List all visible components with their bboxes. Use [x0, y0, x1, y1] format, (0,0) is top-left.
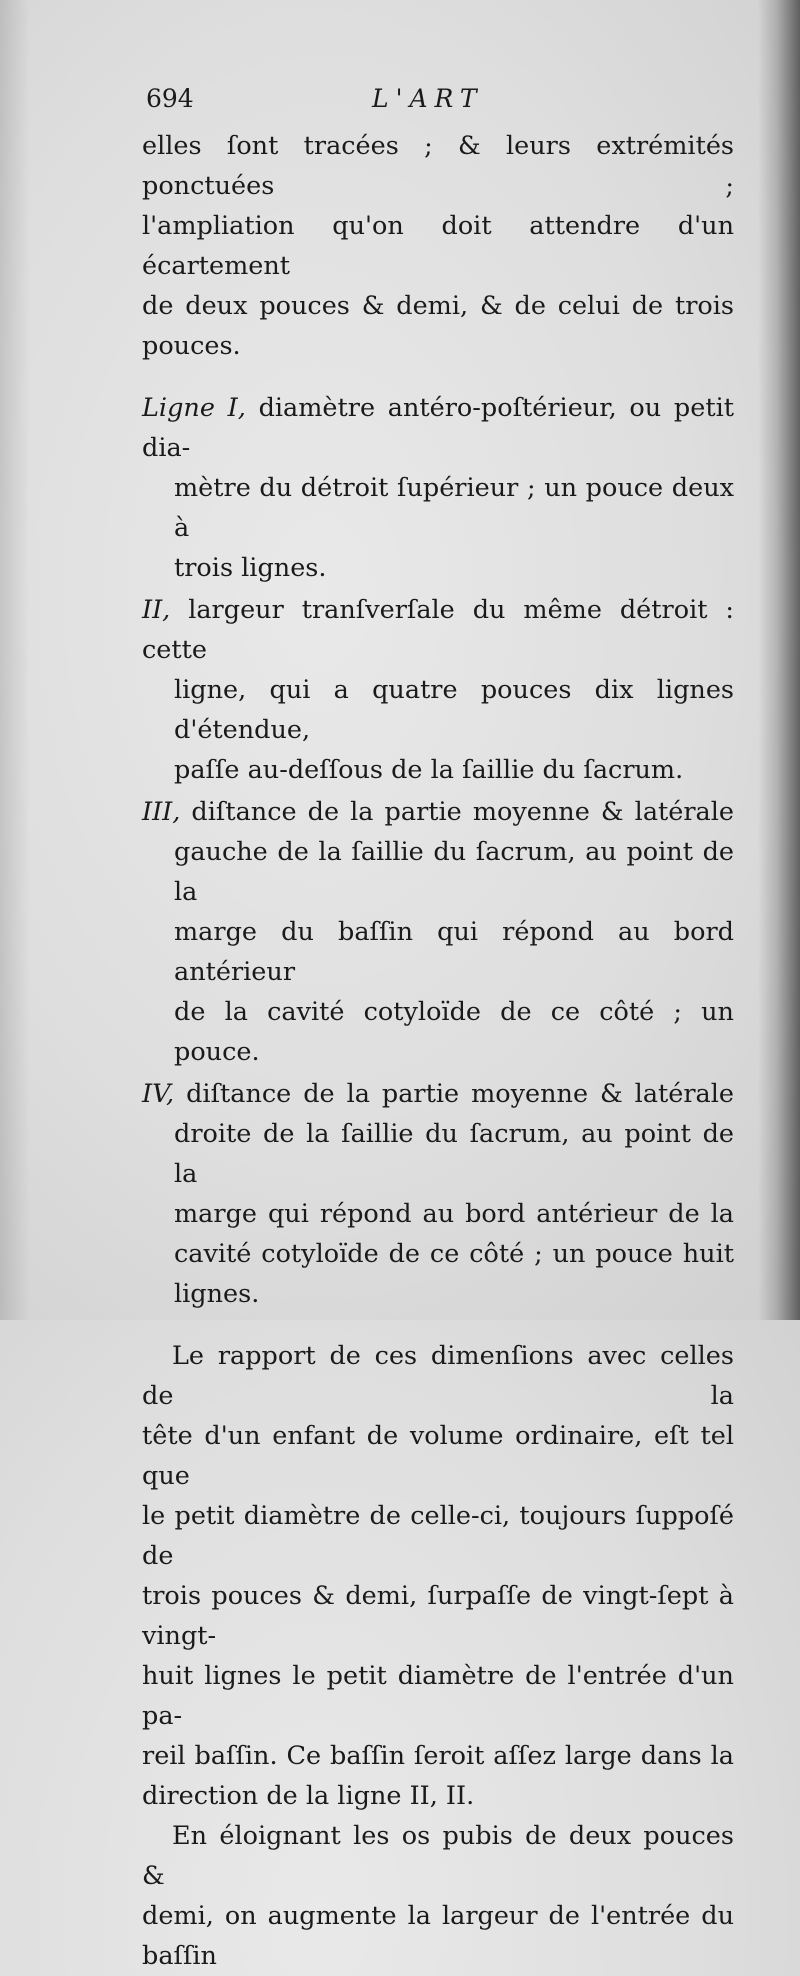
- text-line: largeur tranſverſale du même détroit : cette: [142, 595, 734, 665]
- entry-label: Ligne I,: [142, 393, 246, 423]
- text-line: gauche de la ſaillie du ſacrum, au point de la: [174, 837, 734, 907]
- text-line: direction de la ligne II, II.: [142, 1781, 475, 1811]
- dimension-entry-ligne-3: [142, 792, 734, 1072]
- text-line: lignes.: [174, 1279, 260, 1309]
- text-line: Le rapport de ces dimenſions avec celles de la: [142, 1341, 734, 1411]
- dimension-entry-ligne-4: [142, 1074, 734, 1314]
- text-line: En éloignant les os pubis de deux pouces &: [142, 1821, 734, 1891]
- text-line: demi, on augmente la largeur de l'entrée du baſſin: [142, 1901, 734, 1971]
- text-line: diſtance de la partie moyenne & latérale: [180, 797, 734, 827]
- text-line: ligne, qui a quatre pouces dix lignes d'étendue,: [174, 675, 734, 745]
- intro-paragraph: [142, 126, 734, 366]
- text-line: paſſe au-deſſous de la ſaillie du ſacrum.: [174, 755, 684, 785]
- text-line: huit lignes le petit diamètre de l'entrée d'un pa-: [142, 1661, 734, 1731]
- text-line: de la cavité cotyloïde de ce côté ; un pouce.: [174, 997, 734, 1067]
- page-body: [142, 126, 734, 1976]
- text-line: le petit diamètre de celle-ci, toujours ſuppoſé de: [142, 1501, 734, 1571]
- page-edge-shadow: [0, 0, 30, 1320]
- text-line: reil baſſin. Ce baſſin ſeroit aſſez large dans la: [142, 1741, 734, 1771]
- running-head: L'ART: [372, 84, 484, 113]
- page-number: 694: [146, 84, 194, 113]
- book-spine-shadow: [758, 0, 800, 1320]
- text-line: mètre du détroit ſupérieur ; un pouce deux à: [174, 473, 734, 543]
- text-line: de deux pouces & demi, & de celui de trois: [142, 291, 734, 321]
- dimension-entry-ligne-2: [142, 590, 734, 790]
- text-line: trois lignes.: [174, 553, 327, 583]
- paragraph-rapport: [142, 1336, 734, 1816]
- text-line: trois pouces & demi, ſurpaſſe de vingt-ſept à vingt-: [142, 1581, 734, 1651]
- text-line: diſtance de la partie moyenne & latérale: [174, 1079, 734, 1109]
- dimension-entry-ligne-1: [142, 388, 734, 588]
- text-line: pouces.: [142, 331, 241, 361]
- text-line: diamètre antéro-poſtérieur, ou petit dia-: [142, 393, 735, 463]
- text-line: elles ſont tracées ; & leurs extrémités ponctuées ;: [142, 131, 734, 201]
- entry-label: III,: [142, 797, 181, 827]
- entry-label: IV,: [142, 1079, 175, 1109]
- text-line: marge qui répond au bord antérieur de la: [174, 1199, 734, 1229]
- text-line: tête d'un enfant de volume ordinaire, eſt tel que: [142, 1421, 734, 1491]
- text-line: droite de la ſaillie du ſacrum, au point de la: [174, 1119, 734, 1189]
- paragraph-eloignant: [142, 1816, 734, 1976]
- page-header: [146, 84, 736, 124]
- text-line: l'ampliation qu'on doit attendre d'un écartement: [142, 211, 734, 281]
- text-line: cavité cotyloïde de ce côté ; un pouce huit: [174, 1239, 734, 1269]
- text-line: marge du baſſin qui répond au bord antérieur: [174, 917, 734, 987]
- entry-label: II,: [142, 595, 171, 625]
